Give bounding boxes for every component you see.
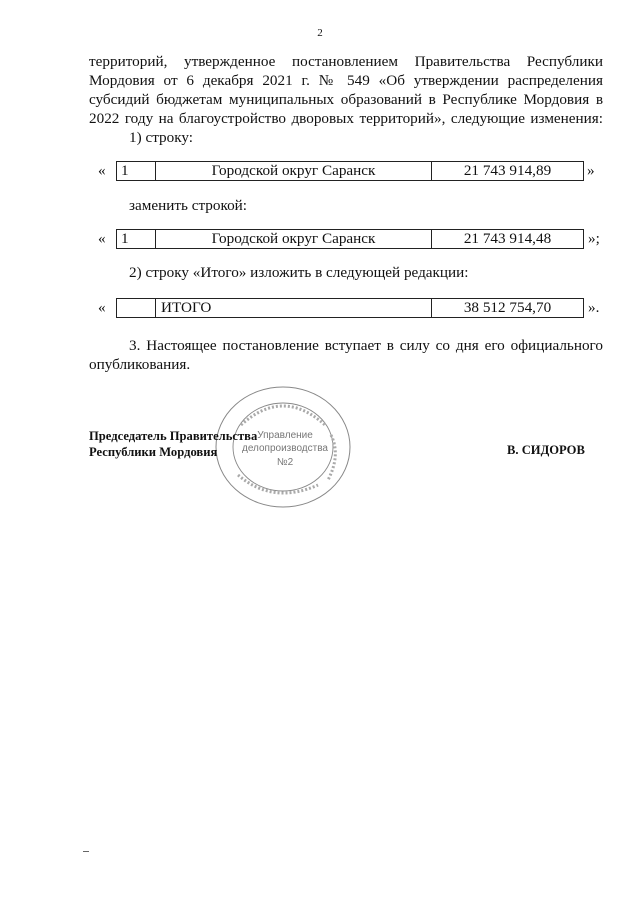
signatory-name: В. СИДОРОВ: [507, 443, 585, 457]
seal-text: №2: [276, 457, 294, 468]
row-table: [116, 229, 584, 249]
intro-line: 2022 году на благоустройство дворовых территорий», следующие изменения:: [89, 110, 603, 127]
seal-text: Управление: [257, 430, 313, 441]
replace-label: заменить строкой:: [129, 197, 248, 214]
table-row-total: [89, 297, 603, 319]
close-quote: »: [587, 162, 595, 179]
row-table: [116, 161, 584, 181]
amount-cell: 38 512 754,70: [463, 299, 552, 316]
signatory-position: [89, 428, 257, 460]
margin-mark: [83, 851, 89, 852]
open-quote: «: [98, 299, 106, 316]
item-3-paragraph: [89, 336, 603, 374]
intro-line: Мордовия от 6 декабря 2021 г. № 549 «Об утверждении распределения: [89, 72, 603, 89]
row-number-cell: 1: [117, 162, 156, 180]
amount-cell: 21 743 914,89: [463, 162, 552, 179]
intro-paragraph: [89, 52, 603, 128]
page-number: 2: [317, 27, 323, 39]
signatory-position-line: Республики Мордовия: [89, 445, 218, 459]
signatory-position-line: Председатель Правительства: [89, 429, 258, 443]
row-number-cell: [117, 299, 156, 317]
item-2-label: 2) строку «Итого» изложить в следующей редакции:: [129, 264, 469, 281]
item-1-label: 1) строку:: [129, 129, 193, 146]
total-label-cell: ИТОГО: [156, 299, 432, 317]
table-row-replacement: [89, 228, 603, 250]
item-3-line: 3. Настоящее постановление вступает в силу со дня его официального: [129, 337, 603, 354]
table-row-original: [89, 160, 603, 182]
municipality-cell: Городской округ Саранск: [156, 230, 432, 248]
row-table: [116, 298, 584, 318]
close-quote: »;: [588, 230, 600, 247]
municipality-cell: Городской округ Саранск: [156, 162, 432, 180]
close-quote: ».: [588, 299, 600, 316]
open-quote: «: [98, 162, 106, 179]
item-3-line: опубликования.: [89, 356, 191, 373]
open-quote: «: [98, 230, 106, 247]
row-number-cell: 1: [117, 230, 156, 248]
intro-line: субсидий бюджетам муниципальных образований в Республике Мордовия в: [89, 91, 603, 108]
intro-line: территорий, утвержденное постановлением Правительства Республики: [89, 53, 603, 70]
seal-text: делопроизводства: [241, 443, 329, 454]
amount-cell: 21 743 914,48: [463, 230, 552, 247]
